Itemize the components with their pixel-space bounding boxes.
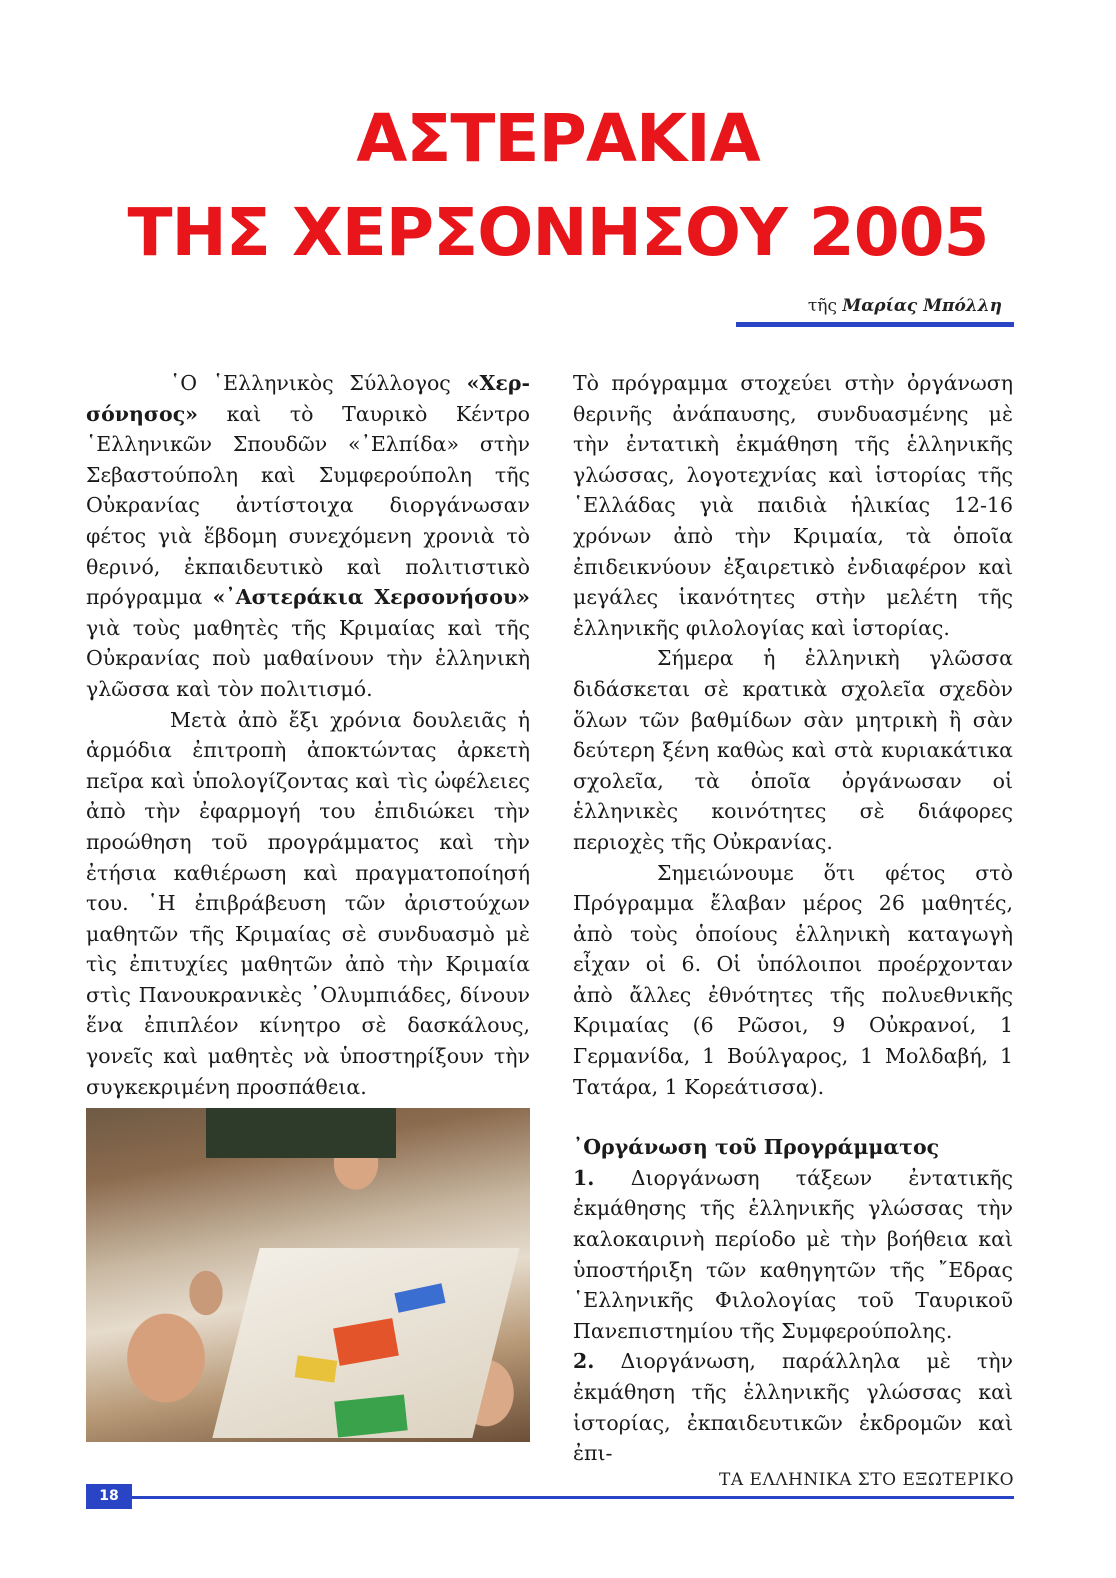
right-paragraph-1: Τὸ πρόγραμμα στοχεύει στὴν ὀργάνωση θερινῆς ἀνάπαυσης, συνδυασμένης μὲ τὴν ἐντατικὴ ἐκμάθηση τῆς ἑλληνικῆς γλώσσας, λογοτεχνίας καὶ ἱστορίας τῆς ῾Ελλάδας γιὰ παιδιὰ ἡλικίας 12-16 χρόνων ἀπὸ τὴν Κριμαία, τὰ ὁποῖα ἐπιδεικνύουν ἐξαιρετικὸ ἐνδιαφέρον καὶ μεγάλες ἱκανότητες στὴν μελέτη τῆς ἑλληνικῆς φιλολογίας καὶ ἱστορίας. — [573, 371, 1013, 640]
article-title — [0, 92, 1116, 280]
list-number: 1. — [573, 1165, 595, 1190]
text-run: καὶ τὸ Ταυρικὸ Κέντρο ῾Ελληνικῶν Σπουδῶν «᾽Ελπίδα» στὴν Σεβαστούπολη καὶ Συμφερούπολη τῆς Οὐκρανίας ἀντίστοιχα διοργάνωσαν φέτος γιὰ ἕβδομη συνεχόμενη χρονιὰ τὸ θερινό, ἐκπαιδευτικὸ καὶ πολιτιστικὸ πρόγραμμα — [86, 401, 530, 610]
photo-book-green — [334, 1394, 407, 1437]
section-heading: ᾽Οργάνωση τοῦ Προγράμματος — [573, 1135, 940, 1160]
footer-rule — [86, 1496, 1014, 1499]
right-paragraph-2: Σήμερα ἡ ἑλληνικὴ γλῶσσα διδάσκεται σὲ κρατικὰ σχολεῖα σχεδὸν ὅλων τῶν βαθμίδων σὰν μητρικὴ ἢ σὰν δεύτερη ξένη καθὼς καὶ στὰ κυριακάτικα σχολεῖα, τὰ ὁποῖα ὀργάνωσαν οἱ ἑλληνικὲς κοινότητες σὲ διάφορες περιοχὲς τῆς Οὐκρανίας. — [573, 646, 1013, 854]
list-text: Διοργάνωση, παράλληλα μὲ τὴν ἐκμάθηση τῆς ἑλληνικῆς γλώσσας καὶ ἱστορίας, ἐκπαιδευτικῶν ἐκδρομῶν καὶ ἐπι- — [573, 1349, 1013, 1466]
left-paragraph-2: Μετὰ ἀπὸ ἔξι χρόνια δουλειᾶς ἡ ἁρμόδια ἐπιτροπὴ ἀποκτώντας ἀρκετὴ πεῖρα καὶ ὑπολογίζοντας καὶ τὶς ὠφέλειες ἀπὸ τὴν ἐφαρμογή του ἐπιδιώκει τὴν προώθηση τοῦ προγράμματος καὶ τὴν ἐτήσια καθιέρωση καὶ πραγματοποίησή του. ῾Η ἐπιβράβευση τῶν ἀριστούχων μαθητῶν τῆς Κριμαίας σὲ συνδυασμὸ μὲ τὶς ἐπιτυχίες μαθητῶν ἀπὸ τὴν Κριμαία στὶς Πανουκρανικὲς ᾽Ολυμπιάδες, δίνουν ἕνα ἐπιπλέον κίνητρο σὲ δασκάλους, γονεῖς καὶ μαθητὲς νὰ ὑποστηρίξουν τὴν συγκεκριμένη προσπάθεια. — [86, 707, 530, 1099]
text-run: γιὰ τοὺς μαθητὲς τῆς Κριμαίας καὶ τῆς Οὐκρανίας ποὺ μαθαίνουν τὴν ἑλληνικὴ γλῶσσα καὶ τὸν πολιτισμό. — [86, 615, 530, 701]
magazine-name: ΤΑ ΕΛΛΗΝΙΚΑ ΣΤΟ ΕΞΩΤΕΡΙΚΟ — [719, 1470, 1014, 1490]
page-number: 18 — [86, 1484, 132, 1509]
byline-rule — [736, 322, 1014, 327]
right-column — [573, 368, 1013, 1469]
byline-prefix: τῆς — [807, 296, 837, 316]
title-line-1: ΑΣΤΕΡΑΚΙΑ — [356, 100, 760, 177]
students-photo — [86, 1108, 530, 1442]
right-paragraph-3: Σημειώνουμε ὅτι φέτος στὸ Πρόγραμμα ἔλαβαν μέρος 26 μαθητές, ἀπὸ τοὺς ὁποίους ἑλληνικὴ καταγωγὴ εἶχαν οἱ 6. Οἱ ὑπόλοιποι προέρχονταν ἀπὸ ἄλλες ἐθνότητες τῆς πολυεθνικῆς Κριμαίας (6 Ρῶσοι, 9 Οὐκρανοί, 1 Γερμανίδα, 1 Βούλγαρος, 1 Μολδαβή, 1 Τατάρα, 1 Κορεάτισσα). — [573, 860, 1013, 1099]
byline — [808, 296, 1002, 316]
left-column — [86, 368, 530, 1102]
bold-run: «Χερ-σόνησος» — [86, 371, 530, 426]
left-paragraph-1 — [86, 368, 530, 705]
photo-blackboard — [206, 1108, 396, 1158]
bold-run: «᾽Αστεράκια Χερσονήσου» — [212, 585, 530, 610]
list-item-1 — [573, 1163, 1013, 1347]
list-text: Διοργάνωση τάξεων ἐντατικῆς ἐκμάθησης τῆς ἑλληνικῆς γλώσσας τὴν καλοκαιρινὴ περίοδο μὲ τὴν βοήθεια καὶ ὑποστήριξη τῶν καθηγητῶν τῆς ῎Εδρας ῾Ελληνικῆς Φιλολογίας τοῦ Ταυρικοῦ Πανεπιστημίου τῆς Συμφερούπολης. — [573, 1165, 1013, 1343]
text-run: ῾Ο ῾Ελληνικὸς Σύλλογος — [170, 371, 467, 395]
list-item-2 — [573, 1346, 1013, 1468]
title-line-2: ΤΗΣ ΧΕΡΣΟΝΗΣΟΥ 2005 — [127, 194, 989, 271]
list-number: 2. — [573, 1349, 595, 1374]
author-name: Μαρίας Μπόλλη — [842, 296, 1002, 316]
